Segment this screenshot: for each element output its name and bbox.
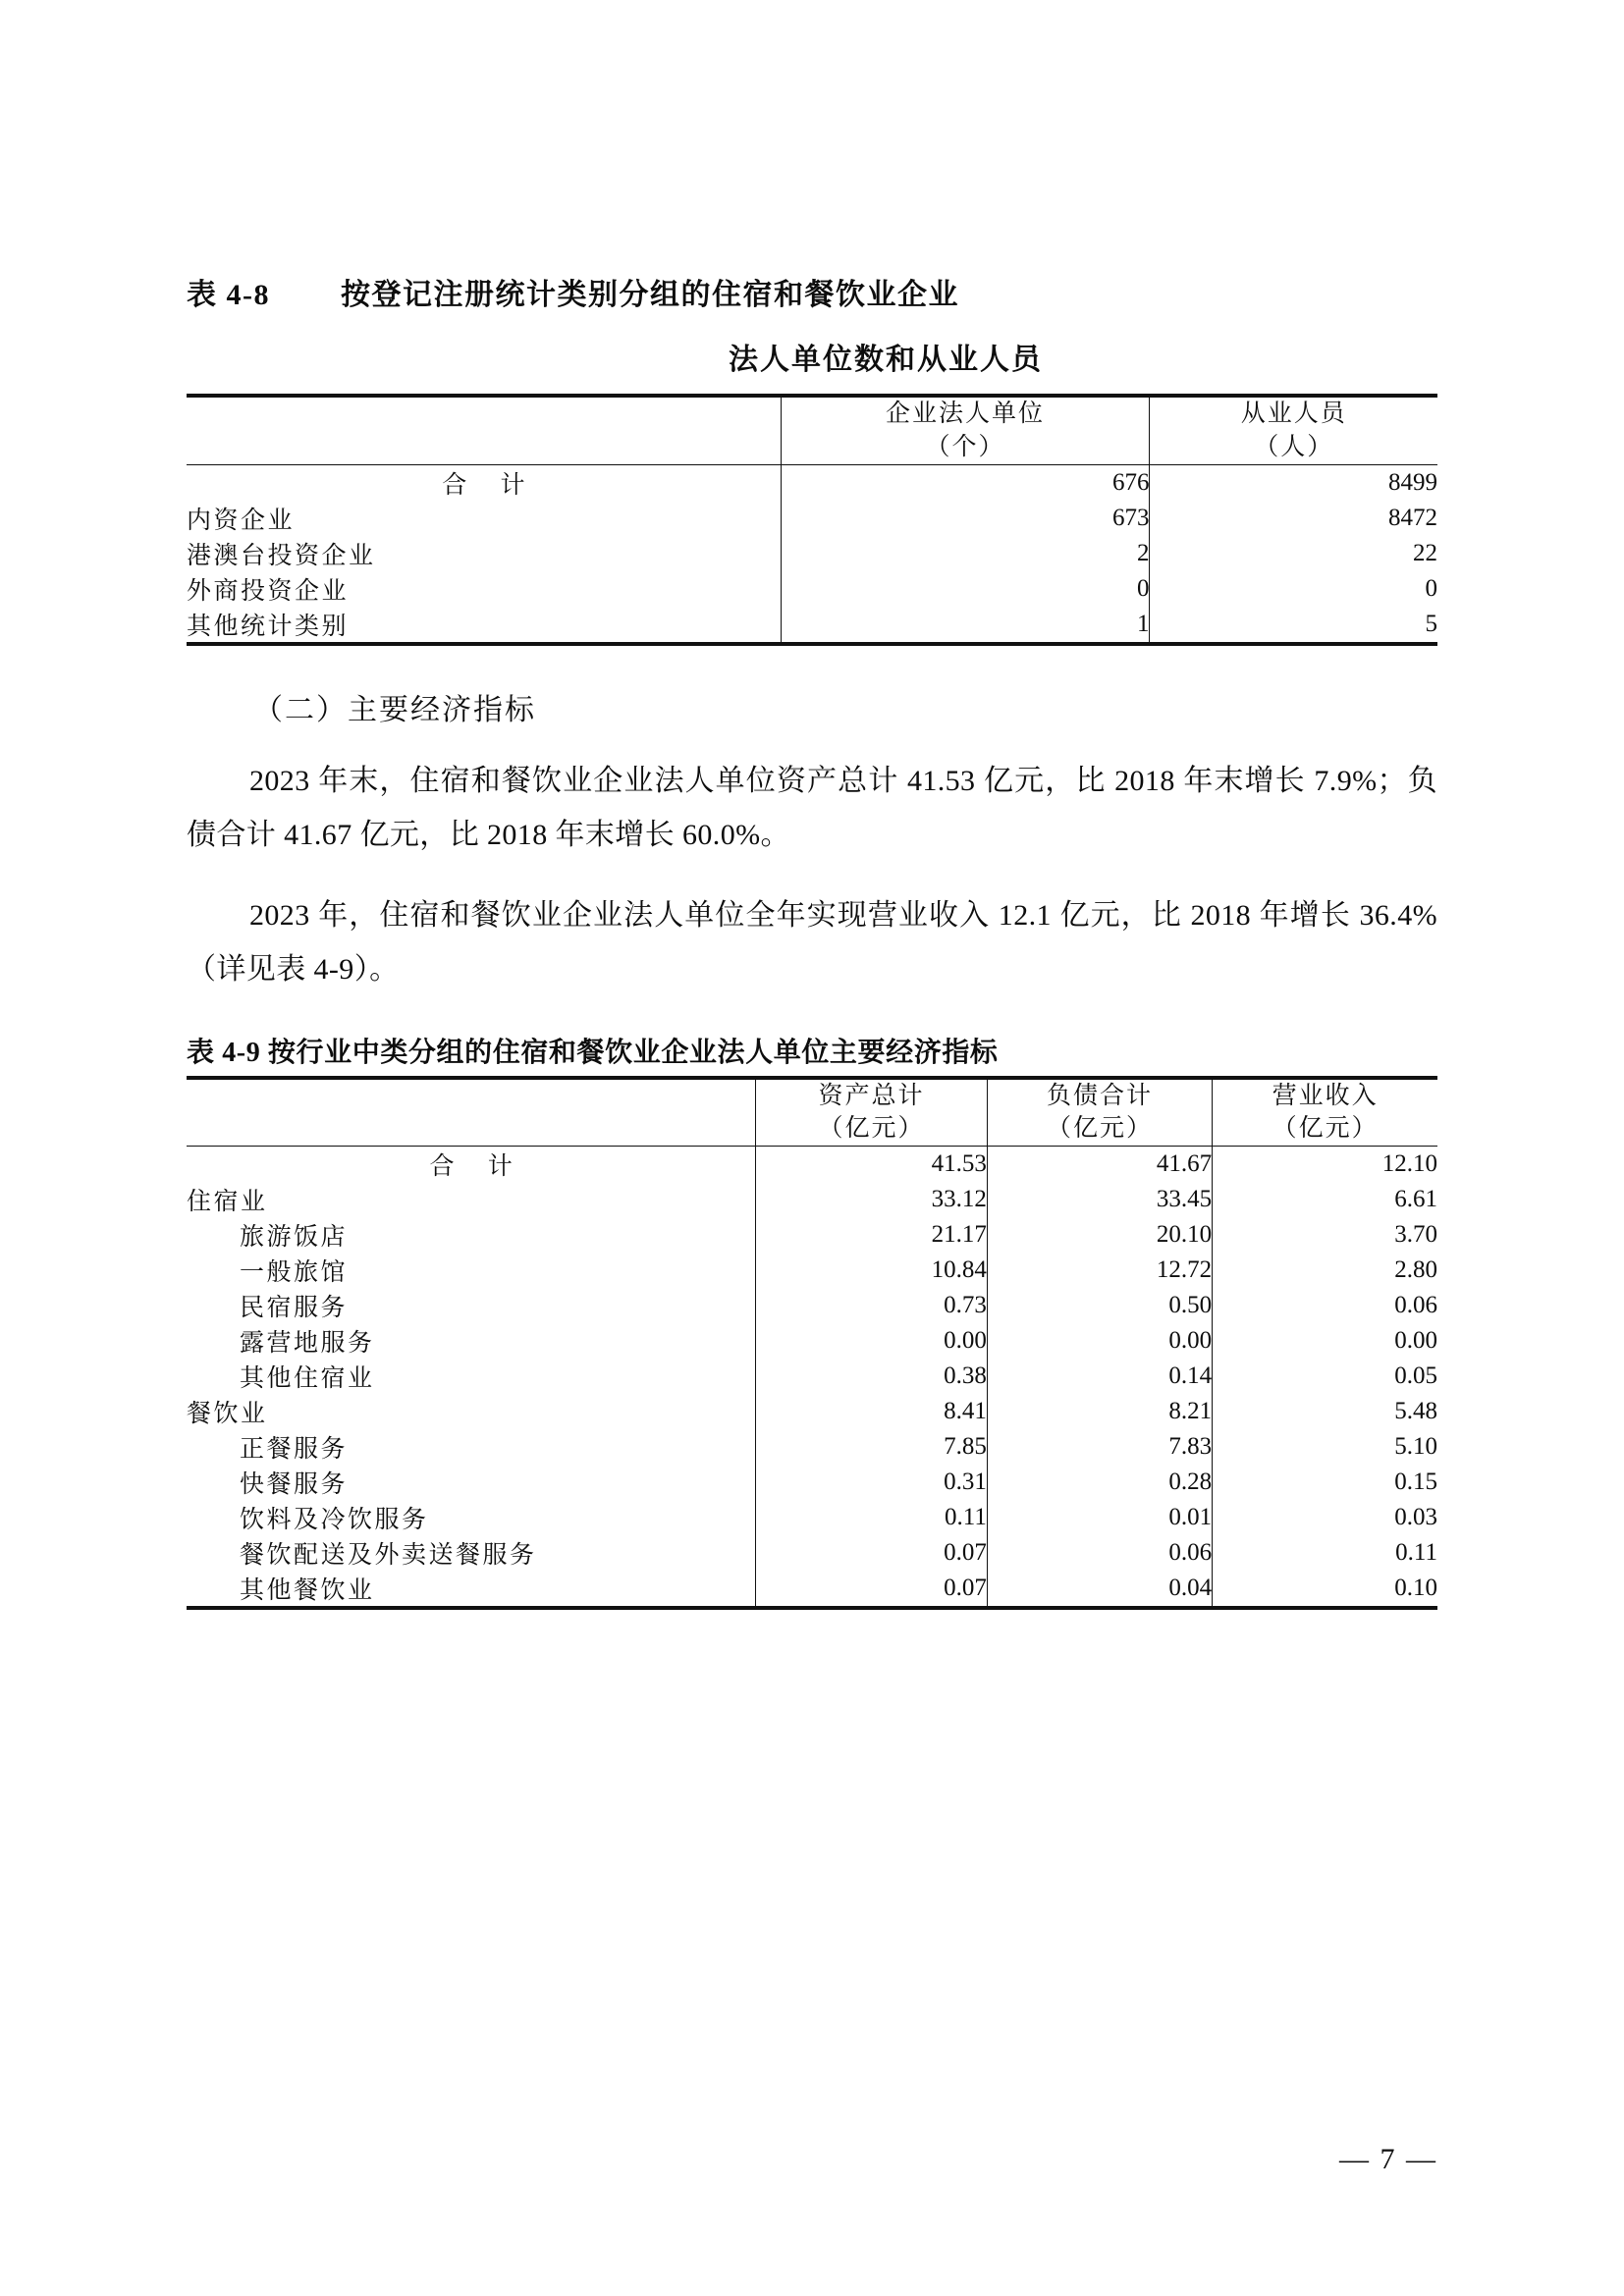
row-value: 8.41 <box>756 1394 988 1429</box>
row-value: 0.05 <box>1213 1359 1437 1394</box>
row-value: 2.80 <box>1213 1253 1437 1288</box>
table-row <box>187 1359 1437 1394</box>
col-header-line2: （个） <box>925 433 1005 460</box>
table-row <box>187 1182 1437 1217</box>
table-4-8-title-line1: 按登记注册统计类别分组的住宿和餐饮业企业 <box>341 279 959 311</box>
row-value: 5 <box>1150 607 1437 644</box>
row-label: 餐饮业 <box>187 1401 268 1427</box>
page-number: — 7 — <box>1339 2143 1437 2175</box>
table-row <box>187 571 1437 607</box>
row-value: 8472 <box>1150 501 1437 536</box>
row-value: 33.12 <box>756 1182 988 1217</box>
col-header-line1: 企业法人单位 <box>886 400 1046 427</box>
table-4-9-header-row <box>187 1078 1437 1147</box>
row-label: 内资企业 <box>187 507 296 534</box>
row-value: 8499 <box>1150 464 1437 501</box>
col-header-line2: （亿元） <box>1046 1115 1153 1143</box>
col-header-line1: 从业人员 <box>1240 400 1347 427</box>
table-4-8-corner-cell <box>187 396 781 464</box>
row-value: 8.21 <box>987 1394 1212 1429</box>
row-value: 41.67 <box>987 1147 1212 1183</box>
table-row <box>187 1253 1437 1288</box>
col-header-line1: 营业收入 <box>1272 1082 1379 1109</box>
table-4-9-corner-cell <box>187 1078 756 1147</box>
table-4-8 <box>187 394 1437 646</box>
row-label: 快餐服务 <box>240 1471 349 1498</box>
row-value: 5.10 <box>1213 1429 1437 1465</box>
col-header-line2: （亿元） <box>818 1115 925 1143</box>
row-value: 0.14 <box>987 1359 1212 1394</box>
row-label: 合 计 <box>442 471 539 499</box>
row-label: 露营地服务 <box>240 1330 375 1357</box>
body-paragraph-2: 2023 年，住宿和餐饮业企业法人单位全年实现营业收入 12.1 亿元，比 2018 年增长 36.4%（详见表 4-9）。 <box>187 898 1437 986</box>
row-value: 2 <box>781 536 1150 571</box>
table-row <box>187 464 1437 501</box>
row-value: 3.70 <box>1213 1217 1437 1253</box>
row-value: 0 <box>781 571 1150 607</box>
row-value: 0.31 <box>756 1465 988 1500</box>
row-value: 0.50 <box>987 1288 1212 1323</box>
row-value: 0.38 <box>756 1359 988 1394</box>
row-label: 正餐服务 <box>240 1436 349 1463</box>
table-row <box>187 536 1437 571</box>
row-value: 12.72 <box>987 1253 1212 1288</box>
row-value: 0.11 <box>756 1500 988 1535</box>
row-value: 22 <box>1150 536 1437 571</box>
row-value: 0.03 <box>1213 1500 1437 1535</box>
row-value: 0.06 <box>1213 1288 1437 1323</box>
section-heading: （二）主要经济指标 <box>253 693 536 726</box>
row-value: 0.01 <box>987 1500 1212 1535</box>
table-4-8-header-row <box>187 396 1437 464</box>
row-value: 0.00 <box>756 1323 988 1359</box>
row-value: 20.10 <box>987 1217 1212 1253</box>
row-label: 其他餐饮业 <box>240 1577 375 1604</box>
table-row <box>187 501 1437 536</box>
table-4-9-col-header-revenue <box>1213 1078 1437 1147</box>
row-value: 673 <box>781 501 1150 536</box>
table-row <box>187 1465 1437 1500</box>
table-row <box>187 1147 1437 1183</box>
row-value: 41.53 <box>756 1147 988 1183</box>
table-4-8-title-line2: 法人单位数和从业人员 <box>729 344 1043 376</box>
table-4-9-col-header-liabilities <box>987 1078 1212 1147</box>
table-row <box>187 1429 1437 1465</box>
table-4-9-title: 表 4-9 按行业中类分组的住宿和餐饮业企业法人单位主要经济指标 <box>187 1037 999 1068</box>
table-row <box>187 1288 1437 1323</box>
row-value: 0.04 <box>987 1571 1212 1608</box>
row-label: 港澳台投资企业 <box>187 542 376 569</box>
row-label: 餐饮配送及外卖送餐服务 <box>240 1542 537 1569</box>
col-header-line2: （人） <box>1254 433 1334 460</box>
table-row <box>187 1323 1437 1359</box>
row-label: 外商投资企业 <box>187 577 350 605</box>
table-row <box>187 1217 1437 1253</box>
col-header-line1: 资产总计 <box>818 1082 925 1109</box>
row-label: 其他住宿业 <box>240 1365 375 1392</box>
row-value: 6.61 <box>1213 1182 1437 1217</box>
table-row <box>187 1394 1437 1429</box>
table-4-8-col-header-employees <box>1150 396 1437 464</box>
row-value: 5.48 <box>1213 1394 1437 1429</box>
table-4-9-col-header-assets <box>756 1078 988 1147</box>
row-label: 民宿服务 <box>240 1295 349 1321</box>
row-value: 0.15 <box>1213 1465 1437 1500</box>
table-4-8-col-header-enterprises <box>781 396 1150 464</box>
row-label: 其他统计类别 <box>187 613 350 640</box>
table-row <box>187 1500 1437 1535</box>
col-header-line2: （亿元） <box>1272 1115 1379 1143</box>
table-4-9 <box>187 1076 1437 1611</box>
row-label: 合 计 <box>429 1153 526 1180</box>
row-label: 旅游饭店 <box>240 1224 349 1251</box>
body-paragraph-1: 2023 年末，住宿和餐饮业企业法人单位资产总计 41.53 亿元，比 2018 年末增长 7.9%；负债合计 41.67 亿元，比 2018 年末增长 60.0%。 <box>187 764 1437 851</box>
table-row <box>187 607 1437 644</box>
row-label: 一般旅馆 <box>240 1259 349 1286</box>
row-value: 0.28 <box>987 1465 1212 1500</box>
row-value: 676 <box>781 464 1150 501</box>
col-header-line1: 负债合计 <box>1046 1082 1153 1109</box>
row-value: 7.85 <box>756 1429 988 1465</box>
row-value: 0 <box>1150 571 1437 607</box>
row-value: 12.10 <box>1213 1147 1437 1183</box>
table-4-8-title <box>187 270 1437 313</box>
row-value: 1 <box>781 607 1150 644</box>
row-value: 0.10 <box>1213 1571 1437 1608</box>
row-value: 0.06 <box>987 1535 1212 1571</box>
table-row <box>187 1571 1437 1608</box>
row-label: 饮料及冷饮服务 <box>240 1507 429 1533</box>
row-value: 21.17 <box>756 1217 988 1253</box>
table-4-8-label: 表 4-8 <box>187 279 270 311</box>
row-value: 0.00 <box>987 1323 1212 1359</box>
table-row <box>187 1535 1437 1571</box>
row-value: 0.11 <box>1213 1535 1437 1571</box>
row-label: 住宿业 <box>187 1189 268 1215</box>
row-value: 33.45 <box>987 1182 1212 1217</box>
row-value: 0.07 <box>756 1571 988 1608</box>
row-value: 7.83 <box>987 1429 1212 1465</box>
row-value: 0.00 <box>1213 1323 1437 1359</box>
row-value: 0.73 <box>756 1288 988 1323</box>
row-value: 0.07 <box>756 1535 988 1571</box>
row-value: 10.84 <box>756 1253 988 1288</box>
